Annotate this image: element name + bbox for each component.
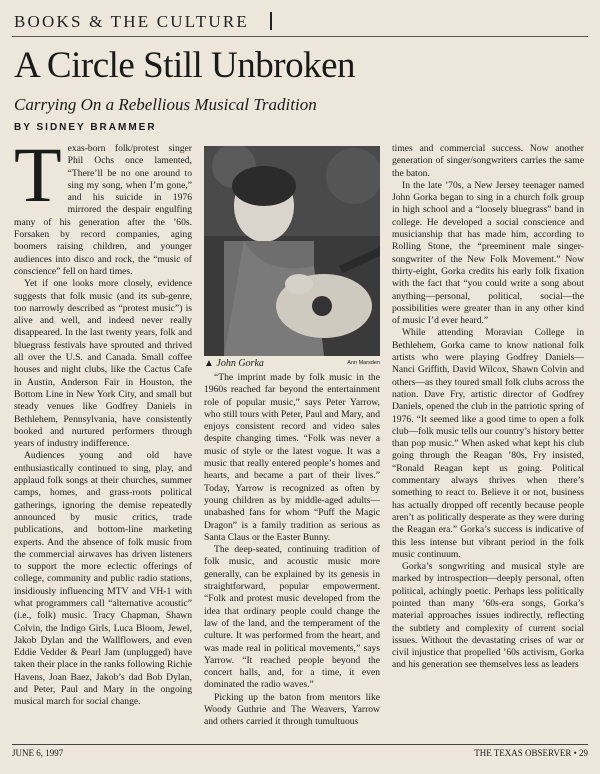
paragraph: While attending Moravian College in Bethlehem, Gorka came to know national folk artists who were playing Godfrey Daniels—Nanci Griffith, David Wilcox, Shawn Colvin and others—as they toured small folk clubs across the nation. Dave Fry, artistic director of Godfrey Daniels, opened the club in the patriotic spring of 1976. “It seemed like a good time to open a folk club—folk music tells our country’s history better than pop music.” When asked what kept his club going through the Reagan ’80s, Fry insisted, “Ronald Reagan kept us going. Political commentary always thrives when there’s something to react to. Believe it or not, business has actually dropped off recently because people aren’t as politically desperate as they were during the Reagan era.” Gorka’s success is indicative of this less intense but vibrant period in the folk music continuum. [392, 327, 584, 560]
footer-page: THE TEXAS OBSERVER • 29 [474, 748, 588, 758]
section-rule [270, 12, 588, 30]
paragraph: times and commercial success. Now another generation of singer/songwriters carries the same the baton. [392, 143, 584, 179]
column-2 [204, 372, 380, 729]
paragraph: Audiences young and old have enthusiastically continued to sing, play, and applaud folk songs at their churches, summer camps, homes, and grass-roots political gatherings, ignoring the demise repeatedly announced by music critics, trade publications, and bottom-line marketing experts. And the absence of folk music from the commercial airwaves has driven listeners to support the more eclectic offerings of college, community and public radio stations, insidiously influencing MTV and VH-1 with what programmers call “alternative acoustic” (i.e., folk) music. Tracy Chapman, Shawn Colvin, the Indigo Girls, Luca Bloom, Jewel, Jakob Dylan and the Wallflowers, and even Eddie Vedder & Pearl Jam (unplugged) have taken their place in the ranks following Richie Havens, Joan Baez, Jakob’s dad Bob Dylan, and Peter, Paul and Mary in the ongoing musical march for social change. [14, 450, 192, 708]
photo-illustration [204, 146, 380, 356]
article-deck: Carrying On a Rebellious Musical Tradition [14, 95, 317, 114]
photo-caption [204, 358, 380, 370]
paragraph: “The imprint made by folk music in the 1960s reached far beyond the entertainment role of popular music,” says Peter Yarrow, who still tours with Peter, Paul and Mary, and enjoys consistent record and video sales despite changing times. “Folk was never a music of style or the latest vogue. It was a music that really entered people’s homes and hearts, and became a part of their lives.” Today, Yarrow is recognized as often by young children as by middle-aged adults—unabashed fans for whom “Puff the Magic Dragon” is a family tradition as serious as Santa Claus or the Easter Bunny. [204, 372, 380, 543]
paragraph: Picking up the baton from mentors like Woody Guthrie and The Weavers, Yarrow and others carried it through tumultuous [204, 691, 380, 728]
paragraph: exas-born folk/protest singer Phil Ochs once lamented, “There’ll be no one around to sing my song, when I’m gone,” and his suicide in 1976 mirrored the despair engulfing many of his generation after the ’60s. Forsaken by record companies, aging boomers raising children, and younger audiences into disco and rock, the “music of conscience” fell on hard times. [14, 143, 192, 277]
paragraph: Gorka’s songwriting and musical style are marked by introspection—deeply personal, often political, achingly poetic. Perhaps less politically pointed than many ’60s-era songs, Gorka’s material approaches issues indirectly, reflecting the subtlety and complexity of current social issues. Without the devastating crises of war or civil injustice that propelled ’60s activism, Gorka and his generation see themselves less as leaders [392, 561, 584, 671]
article-title: A Circle Still Unbroken [14, 45, 355, 86]
photo-credit: Ann Marsden [347, 360, 380, 366]
caption-text: ▲ John Gorka [204, 358, 264, 369]
footer-date: JUNE 6, 1997 [12, 748, 64, 758]
drop-cap: T [14, 131, 62, 218]
page-footer [12, 744, 588, 761]
column-1 [14, 131, 192, 709]
section-label: BOOKS & THE CULTURE [14, 12, 249, 31]
photo-john-gorka [204, 146, 380, 356]
section-header [12, 10, 588, 37]
column-3 [392, 143, 584, 672]
article-byline: BY SIDNEY BRAMMER [14, 122, 157, 133]
paragraph: The deep-seated, continuing tradition of folk music, and acoustic music more generally, can be explained by its genesis in straightforward, popular empowerment. “Folk and protest music developed from the idea that ordinary people could change the law of the land, and the temperament of the culture. It was performed from the heart, and was made real in political movements,” says Yarrow. “It reached people beyond the concert halls, and, for a time, it even dominated the radio waves.” [204, 544, 380, 691]
paragraph: Yet if one looks more closely, evidence suggests that folk music (and its sub-genre, too narrowly described as “protest music”) is alive and well, and indeed never really disappeared. In the last twenty years, folk and bluegrass festivals have sprouted and thrived all over the U.S. and Canada. Small coffee houses and night clubs, like the Cactus Cafe in Austin, Anderson Fair in Houston, the Bottom Line in New York City, and small but steady venues like Godfrey Daniels in Bethlehem, Pennsylvania, have consistently booked and nurtured performers through years of industry indifference. [14, 278, 192, 450]
paragraph: In the late ’70s, a New Jersey teenager named John Gorka began to sing in a church folk group in high school and a “loosely bluegrass” band in college. He developed a social conscience and musicianship that has made him, according to Rolling Stone, the “preeminent male singer-songwriter of the New Folk Movement.” Now thirty-eight, Gorka credits his early folk fixation with the fact that “you could write a song about anything—personal, political, social—the possibilities were greater than in any other kind of music I’d ever heard.” [392, 179, 584, 327]
